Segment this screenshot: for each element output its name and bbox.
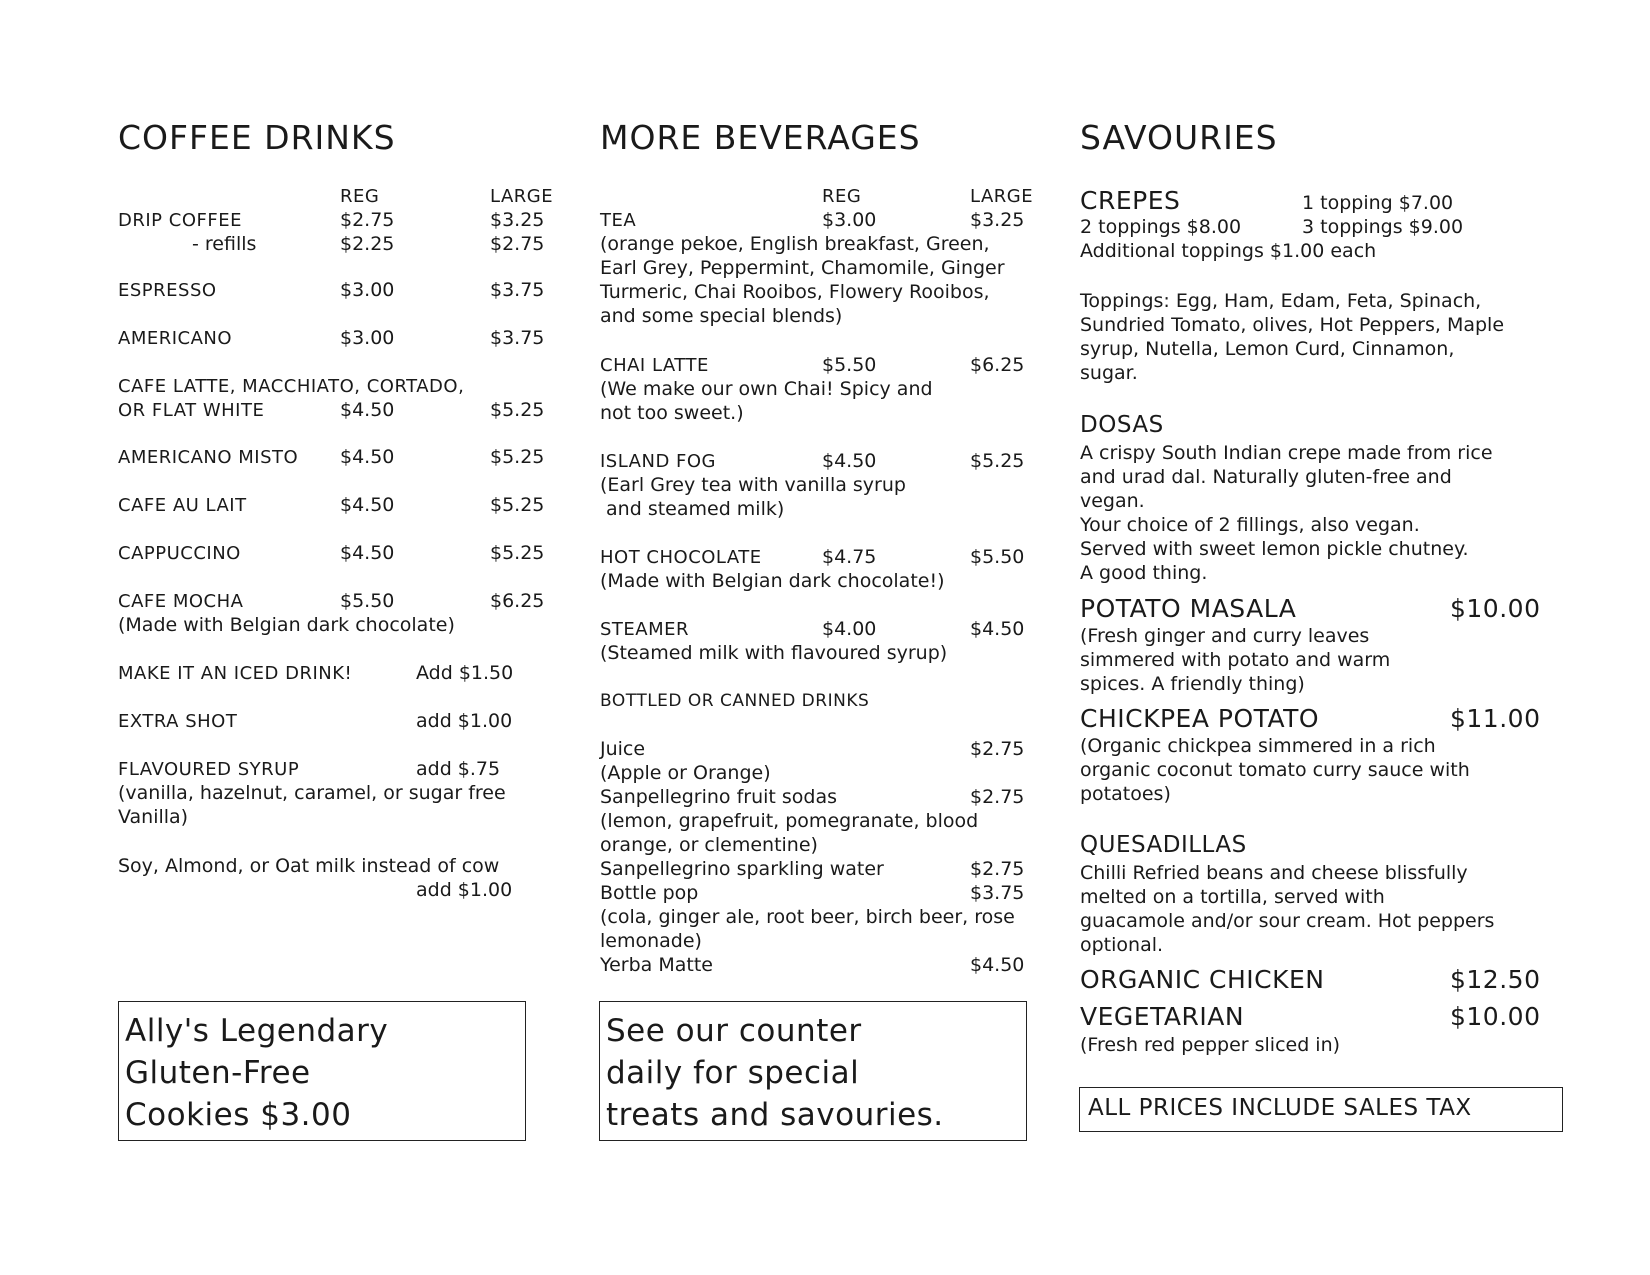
aulait-large: $5.25: [490, 494, 545, 516]
cookie-line3: Cookies $3.00: [125, 1097, 352, 1133]
mocha-name: CAFE MOCHA: [118, 591, 244, 612]
potato-price: $10.00: [1450, 594, 1541, 623]
pop-name: Bottle pop: [600, 882, 699, 904]
iced-name: MAKE IT AN ICED DRINK!: [118, 663, 353, 684]
quesadillas-desc-line2: melted on a tortilla, served with: [1080, 886, 1385, 908]
chai-name: CHAI LATTE: [600, 355, 709, 376]
quesadillas-desc-line4: optional.: [1080, 934, 1164, 956]
tea-reg: $3.00: [822, 209, 877, 231]
tax-text: ALL PRICES INCLUDE SALES TAX: [1088, 1095, 1472, 1121]
espresso-name: ESPRESSO: [118, 280, 217, 301]
cocoa-name: HOT CHOCOLATE: [600, 547, 762, 568]
dosas-desc-line4: Your choice of 2 fillings, also vegan.: [1080, 514, 1420, 536]
shot-name: EXTRA SHOT: [118, 711, 238, 732]
water-name: Sanpellegrino sparkling water: [600, 858, 884, 880]
coffee-title: COFFEE DRINKS: [118, 118, 396, 157]
aulait-reg: $4.50: [340, 494, 395, 516]
fog-name: ISLAND FOG: [600, 451, 717, 472]
latte-reg: $4.50: [340, 399, 395, 421]
tea-large: $3.25: [970, 209, 1025, 231]
drip-coffee-reg: $2.75: [340, 209, 395, 231]
iced-price: Add $1.50: [416, 662, 514, 684]
cocoa-note: (Made with Belgian dark chocolate!): [600, 570, 945, 592]
syrup-note-line1: (vanilla, hazelnut, caramel, or sugar free: [118, 782, 506, 804]
cookie-line2: Gluten-Free: [125, 1055, 311, 1091]
aulait-name: CAFE AU LAIT: [118, 495, 247, 516]
pop-price: $3.75: [970, 882, 1025, 904]
crepes-title: CREPES: [1080, 186, 1181, 215]
counter-line1: See our counter: [606, 1013, 862, 1049]
steamer-reg: $4.00: [822, 618, 877, 640]
beverages-title: MORE BEVERAGES: [600, 118, 921, 157]
crepes-two: 2 toppings $8.00: [1080, 216, 1242, 238]
tea-name: TEA: [600, 210, 637, 231]
tea-note-line3: Turmeric, Chai Rooibos, Flowery Rooibos,: [600, 281, 990, 303]
bev-large-header: LARGE: [970, 186, 1034, 207]
potato-desc-line2: simmered with potato and warm: [1080, 649, 1391, 671]
chai-reg: $5.50: [822, 354, 877, 376]
espresso-large: $3.75: [490, 279, 545, 301]
syrup-name: FLAVOURED SYRUP: [118, 759, 300, 780]
potato-desc-line3: spices. A friendly thing): [1080, 673, 1305, 695]
coffee-large-header: LARGE: [490, 186, 554, 207]
mocha-large: $6.25: [490, 590, 545, 612]
refills-reg: $2.25: [340, 233, 395, 255]
quesadillas-desc-line3: guacamole and/or sour cream. Hot peppers: [1080, 910, 1495, 932]
crepes-one: 1 topping $7.00: [1302, 192, 1454, 214]
sodas-note-line1: (lemon, grapefruit, pomegranate, blood: [600, 810, 979, 832]
veg-price: $10.00: [1450, 1002, 1541, 1031]
sodas-name: Sanpellegrino fruit sodas: [600, 786, 838, 808]
cocoa-reg: $4.75: [822, 546, 877, 568]
veg-name: VEGETARIAN: [1080, 1002, 1245, 1031]
espresso-reg: $3.00: [340, 279, 395, 301]
shot-price: add $1.00: [416, 710, 513, 732]
drip-coffee-name: DRIP COFFEE: [118, 210, 242, 231]
americano-name: AMERICANO: [118, 328, 233, 349]
chicken-name: ORGANIC CHICKEN: [1080, 965, 1325, 994]
quesadillas-desc-line1: Chilli Refried beans and cheese blissfully: [1080, 862, 1468, 884]
yerba-price: $4.50: [970, 954, 1025, 976]
crepes-three: 3 toppings $9.00: [1302, 216, 1464, 238]
syrup-price: add $.75: [416, 758, 501, 780]
sodas-price: $2.75: [970, 786, 1025, 808]
latte-name-line2: OR FLAT WHITE: [118, 400, 265, 421]
cappuccino-reg: $4.50: [340, 542, 395, 564]
cocoa-large: $5.50: [970, 546, 1025, 568]
drip-coffee-large: $3.25: [490, 209, 545, 231]
americano-large: $3.75: [490, 327, 545, 349]
misto-reg: $4.50: [340, 446, 395, 468]
counter-line3: treats and savouries.: [606, 1097, 944, 1133]
chicken-price: $12.50: [1450, 965, 1541, 994]
latte-large: $5.25: [490, 399, 545, 421]
toppings-line3: syrup, Nutella, Lemon Curd, Cinnamon,: [1080, 338, 1455, 360]
cookie-line1: Ally's Legendary: [125, 1013, 389, 1049]
fog-note-line2: and steamed milk): [600, 498, 785, 520]
savouries-title: SAVOURIES: [1080, 118, 1278, 157]
cookie-box: [118, 1001, 526, 1141]
misto-name: AMERICANO MISTO: [118, 447, 299, 468]
bottled-title: BOTTLED OR CANNED DRINKS: [600, 691, 870, 711]
dosas-title: DOSAS: [1080, 412, 1164, 438]
quesadillas-title: QUESADILLAS: [1080, 832, 1247, 858]
cappuccino-name: CAPPUCCINO: [118, 543, 241, 564]
dosas-desc-line3: vegan.: [1080, 490, 1145, 512]
chickpea-desc-line2: organic coconut tomato curry sauce with: [1080, 759, 1470, 781]
chickpea-price: $11.00: [1450, 704, 1541, 733]
bev-reg-header: REG: [822, 186, 862, 207]
fog-note-line1: (Earl Grey tea with vanilla syrup: [600, 474, 906, 496]
sodas-note-line2: orange, or clementine): [600, 834, 818, 856]
fog-large: $5.25: [970, 450, 1025, 472]
juice-name: Juice: [600, 738, 646, 760]
syrup-note-line2: Vanilla): [118, 806, 189, 828]
water-price: $2.75: [970, 858, 1025, 880]
toppings-line1: Toppings: Egg, Ham, Edam, Feta, Spinach,: [1080, 290, 1482, 312]
tax-box: [1079, 1087, 1563, 1132]
juice-price: $2.75: [970, 738, 1025, 760]
fog-reg: $4.50: [822, 450, 877, 472]
mocha-reg: $5.50: [340, 590, 395, 612]
pop-note-line1: (cola, ginger ale, root beer, birch beer, rose: [600, 906, 1015, 928]
veg-note: (Fresh red pepper sliced in): [1080, 1034, 1341, 1056]
milk-price: add $1.00: [416, 879, 513, 901]
potato-name: POTATO MASALA: [1080, 594, 1297, 623]
yerba-name: Yerba Matte: [600, 954, 713, 976]
pop-note-line2: lemonade): [600, 930, 702, 952]
latte-name-line1: CAFE LATTE, MACCHIATO, CORTADO,: [118, 376, 465, 397]
chai-note-line2: not too sweet.): [600, 402, 744, 424]
chickpea-name: CHICKPEA POTATO: [1080, 704, 1320, 733]
potato-desc-line1: (Fresh ginger and curry leaves: [1080, 625, 1370, 647]
chickpea-desc-line1: (Organic chickpea simmered in a rich: [1080, 735, 1436, 757]
toppings-line4: sugar.: [1080, 362, 1138, 384]
counter-box: [599, 1001, 1027, 1141]
juice-note: (Apple or Orange): [600, 762, 771, 784]
chai-large: $6.25: [970, 354, 1025, 376]
refills-name: - refills: [192, 233, 257, 255]
dosas-desc-line6: A good thing.: [1080, 562, 1208, 584]
tea-note-line1: (orange pekoe, English breakfast, Green,: [600, 233, 990, 255]
americano-reg: $3.00: [340, 327, 395, 349]
coffee-reg-header: REG: [340, 186, 380, 207]
mocha-note: (Made with Belgian dark chocolate): [118, 614, 455, 636]
dosas-desc-line5: Served with sweet lemon pickle chutney.: [1080, 538, 1469, 560]
chickpea-desc-line3: potatoes): [1080, 783, 1171, 805]
dosas-desc-line1: A crispy South Indian crepe made from rice: [1080, 442, 1493, 464]
tea-note-line2: Earl Grey, Peppermint, Chamomile, Ginger: [600, 257, 1005, 279]
chai-note-line1: (We make our own Chai! Spicy and: [600, 378, 933, 400]
refills-large: $2.75: [490, 233, 545, 255]
dosas-desc-line2: and urad dal. Naturally gluten-free and: [1080, 466, 1452, 488]
counter-line2: daily for special: [606, 1055, 860, 1091]
tea-note-line4: and some special blends): [600, 305, 843, 327]
milk-line1: Soy, Almond, or Oat milk instead of cow: [118, 855, 500, 877]
steamer-note: (Steamed milk with flavoured syrup): [600, 642, 948, 664]
steamer-large: $4.50: [970, 618, 1025, 640]
crepes-additional: Additional toppings $1.00 each: [1080, 240, 1377, 262]
steamer-name: STEAMER: [600, 619, 690, 640]
toppings-line2: Sundried Tomato, olives, Hot Peppers, Maple: [1080, 314, 1505, 336]
cappuccino-large: $5.25: [490, 542, 545, 564]
misto-large: $5.25: [490, 446, 545, 468]
